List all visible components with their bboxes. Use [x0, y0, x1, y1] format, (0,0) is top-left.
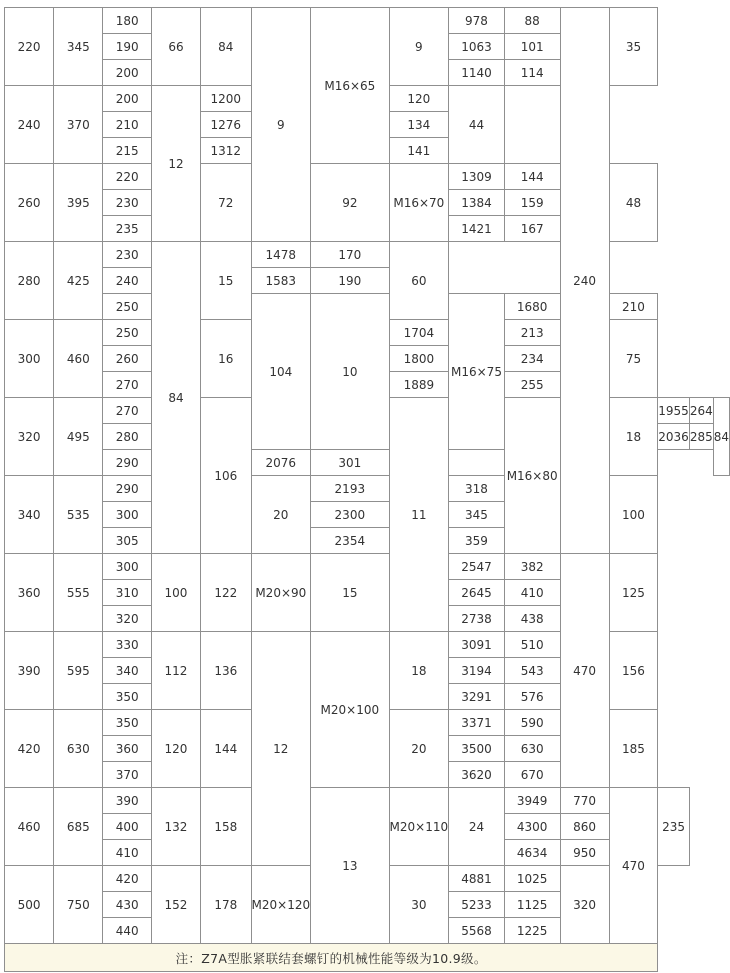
- table-cell: 460: [54, 320, 103, 398]
- table-cell: 360: [5, 554, 54, 632]
- table-row: [5, 8, 730, 34]
- table-cell: 185: [609, 710, 658, 788]
- table-cell: 20: [251, 476, 311, 554]
- table-cell: 235: [103, 216, 151, 242]
- table-cell: 300: [103, 554, 151, 580]
- table-cell: 13: [311, 788, 389, 944]
- table-cell: 106: [201, 398, 251, 554]
- table-cell: 350: [103, 710, 151, 736]
- table-cell: 395: [54, 164, 103, 242]
- table-cell: 320: [5, 398, 54, 476]
- table-cell: 112: [151, 632, 200, 710]
- table-cell: 1309: [449, 164, 505, 190]
- table-cell: M16×70: [389, 164, 449, 242]
- table-cell: 2300: [311, 502, 389, 528]
- table-cell: 410: [103, 840, 151, 866]
- table-cell: M20×110: [389, 788, 449, 866]
- table-cell: 1384: [449, 190, 505, 216]
- table-cell: 301: [311, 450, 389, 476]
- table-cell: 5568: [449, 918, 505, 944]
- table-cell: 1225: [504, 918, 560, 944]
- table-cell: 1312: [201, 138, 251, 164]
- table-cell: 440: [103, 918, 151, 944]
- footnote: 注：Z7A型胀紧联结套螺钉的机械性能等级为10.9级。: [5, 944, 658, 972]
- table-cell: 255: [504, 372, 560, 398]
- table-cell: 270: [103, 398, 151, 424]
- table-cell: 120: [389, 86, 449, 112]
- table-cell: 1276: [201, 112, 251, 138]
- spec-table: [4, 7, 730, 972]
- table-cell: 120: [151, 710, 200, 788]
- table-cell: 370: [54, 86, 103, 164]
- table-cell: 12: [151, 86, 200, 242]
- table-cell: 390: [5, 632, 54, 710]
- table-cell: 200: [103, 86, 151, 112]
- table-cell: 630: [504, 736, 560, 762]
- table-row: [5, 554, 730, 580]
- table-cell: 950: [560, 840, 609, 866]
- table-cell: 144: [201, 710, 251, 788]
- table-cell: 300: [5, 320, 54, 398]
- table-cell: 240: [103, 268, 151, 294]
- table-cell: 420: [5, 710, 54, 788]
- table-cell: 200: [103, 60, 151, 86]
- table-cell: 1478: [251, 242, 311, 268]
- table-cell: 280: [5, 242, 54, 320]
- table-row: [5, 788, 730, 814]
- table-cell: 15: [311, 554, 389, 632]
- table-cell: 4300: [504, 814, 560, 840]
- table-cell: 18: [609, 398, 658, 476]
- table-cell: 360: [103, 736, 151, 762]
- table-cell: 125: [609, 554, 658, 632]
- table-cell: 280: [103, 424, 151, 450]
- table-cell: 48: [609, 164, 658, 242]
- table-cell: 190: [311, 268, 389, 294]
- table-cell: 320: [103, 606, 151, 632]
- table-cell: 310: [103, 580, 151, 606]
- table-cell: 114: [504, 60, 560, 86]
- table-cell: 235: [658, 788, 690, 866]
- table-cell: 500: [5, 866, 54, 944]
- table-cell: 438: [504, 606, 560, 632]
- table-cell: 132: [151, 788, 200, 866]
- table-cell: 84: [713, 398, 729, 476]
- table-cell: 220: [103, 164, 151, 190]
- table-cell: 210: [609, 294, 658, 320]
- table-cell: 4881: [449, 866, 505, 892]
- table-cell: 92: [311, 164, 389, 242]
- table-cell: 1200: [201, 86, 251, 112]
- table-cell: 84: [201, 8, 251, 86]
- table-cell: 11: [389, 398, 449, 632]
- table-cell: 167: [504, 216, 560, 242]
- table-cell: 305: [103, 528, 151, 554]
- table-cell: 1889: [389, 372, 449, 398]
- table-cell: 190: [103, 34, 151, 60]
- table-cell: 250: [103, 294, 151, 320]
- table-cell: 215: [103, 138, 151, 164]
- table-cell: M16×65: [311, 8, 389, 164]
- table-cell: 100: [151, 554, 200, 632]
- table-cell: 44: [449, 86, 505, 164]
- table-cell: 75: [609, 320, 658, 398]
- table-cell: 330: [103, 632, 151, 658]
- table-row: [5, 268, 730, 294]
- table-cell: 100: [609, 476, 658, 554]
- table-cell: 285: [689, 424, 713, 450]
- table-cell: 220: [5, 8, 54, 86]
- table-cell: 470: [560, 554, 609, 788]
- table-cell: 1140: [449, 60, 505, 86]
- table-cell: 685: [54, 788, 103, 866]
- table-cell: 72: [201, 164, 251, 242]
- table-cell: 24: [449, 788, 505, 866]
- table-cell: 240: [560, 8, 609, 554]
- table-cell: 300: [103, 502, 151, 528]
- table-cell: 3194: [449, 658, 505, 684]
- table-cell: 2036: [658, 424, 690, 450]
- table-cell: 84: [151, 242, 200, 554]
- table-cell: 3949: [504, 788, 560, 814]
- table-cell: 2076: [251, 450, 311, 476]
- table-cell: 18: [389, 632, 449, 710]
- table-cell: 340: [5, 476, 54, 554]
- table-cell: 10: [311, 294, 389, 450]
- table-cell: 590: [504, 710, 560, 736]
- table-cell: 318: [449, 476, 505, 502]
- table-cell: 430: [103, 892, 151, 918]
- table-cell: 152: [151, 866, 200, 944]
- table-cell: 1583: [251, 268, 311, 294]
- table-cell: 400: [103, 814, 151, 840]
- table-cell: M20×120: [251, 866, 311, 944]
- table-cell: 9: [389, 8, 449, 86]
- table-cell: 234: [504, 346, 560, 372]
- table-cell: 141: [389, 138, 449, 164]
- table-cell: 230: [103, 242, 151, 268]
- table-cell: 1704: [389, 320, 449, 346]
- table-cell: 88: [504, 8, 560, 34]
- table-row: [5, 242, 730, 268]
- table-cell: 290: [103, 476, 151, 502]
- table-cell: 4634: [504, 840, 560, 866]
- table-cell: M16×80: [504, 398, 560, 554]
- note-row: [5, 944, 730, 972]
- table-cell: 340: [103, 658, 151, 684]
- table-cell: 5233: [449, 892, 505, 918]
- table-cell: 390: [103, 788, 151, 814]
- table-row: [5, 632, 730, 658]
- table-cell: 1421: [449, 216, 505, 242]
- table-cell: 370: [103, 762, 151, 788]
- table-cell: 2738: [449, 606, 505, 632]
- table-cell: 3500: [449, 736, 505, 762]
- table-cell: 144: [504, 164, 560, 190]
- table-cell: 16: [201, 320, 251, 398]
- table-cell: M16×75: [449, 294, 505, 450]
- table-cell: 270: [103, 372, 151, 398]
- table-cell: 555: [54, 554, 103, 632]
- table-cell: 1955: [658, 398, 690, 424]
- table-cell: 2193: [311, 476, 389, 502]
- table-cell: 210: [103, 112, 151, 138]
- table-cell: 510: [504, 632, 560, 658]
- table-cell: 12: [251, 632, 311, 866]
- table-cell: 595: [54, 632, 103, 710]
- table-cell: 180: [103, 8, 151, 34]
- table-cell: 3091: [449, 632, 505, 658]
- table-cell: 3291: [449, 684, 505, 710]
- table-cell: 264: [689, 398, 713, 424]
- table-cell: 410: [504, 580, 560, 606]
- table-cell: 213: [504, 320, 560, 346]
- table-cell: 2354: [311, 528, 389, 554]
- spec-table-wrapper: [4, 7, 730, 972]
- table-cell: 170: [311, 242, 389, 268]
- table-cell: 425: [54, 242, 103, 320]
- table-cell: 178: [201, 866, 251, 944]
- table-cell: 382: [504, 554, 560, 580]
- table-cell: 860: [560, 814, 609, 840]
- table-cell: 15: [201, 242, 251, 320]
- table-cell: 260: [5, 164, 54, 242]
- table-cell: 750: [54, 866, 103, 944]
- table-cell: 470: [609, 788, 658, 944]
- table-row: [5, 294, 730, 320]
- table-cell: 543: [504, 658, 560, 684]
- table-cell: M20×90: [251, 554, 311, 632]
- table-cell: 359: [449, 528, 505, 554]
- table-cell: 1063: [449, 34, 505, 60]
- table-cell: 345: [54, 8, 103, 86]
- table-cell: 670: [504, 762, 560, 788]
- table-cell: 320: [560, 866, 609, 944]
- table-cell: 230: [103, 190, 151, 216]
- table-cell: 978: [449, 8, 505, 34]
- table-cell: 1680: [504, 294, 560, 320]
- table-cell: 630: [54, 710, 103, 788]
- table-cell: 30: [389, 866, 449, 944]
- table-row: [5, 476, 730, 502]
- table-cell: 122: [201, 554, 251, 632]
- table-cell: 20: [389, 710, 449, 788]
- table-row: [5, 164, 730, 190]
- table-cell: M20×100: [311, 632, 389, 788]
- table-cell: 1025: [504, 866, 560, 892]
- table-cell: 3371: [449, 710, 505, 736]
- table-cell: 290: [103, 450, 151, 476]
- table-cell: 9: [251, 8, 311, 242]
- table-cell: 420: [103, 866, 151, 892]
- table-cell: 35: [609, 8, 658, 86]
- table-cell: 159: [504, 190, 560, 216]
- table-cell: 495: [54, 398, 103, 476]
- table-cell: 345: [449, 502, 505, 528]
- table-cell: 136: [201, 632, 251, 710]
- table-cell: 134: [389, 112, 449, 138]
- table-cell: 240: [5, 86, 54, 164]
- table-cell: 1125: [504, 892, 560, 918]
- table-cell: 535: [54, 476, 103, 554]
- table-cell: 260: [103, 346, 151, 372]
- table-cell: 156: [609, 632, 658, 710]
- table-cell: 158: [201, 788, 251, 866]
- table-cell: 2645: [449, 580, 505, 606]
- table-cell: 1800: [389, 346, 449, 372]
- table-cell: 60: [389, 242, 449, 320]
- table-cell: 250: [103, 320, 151, 346]
- table-cell: 101: [504, 34, 560, 60]
- table-cell: 770: [560, 788, 609, 814]
- table-cell: 460: [5, 788, 54, 866]
- table-cell: 66: [151, 8, 200, 86]
- table-cell: 3620: [449, 762, 505, 788]
- table-cell: 350: [103, 684, 151, 710]
- table-cell: 2547: [449, 554, 505, 580]
- table-cell: 576: [504, 684, 560, 710]
- table-cell: 104: [251, 294, 311, 450]
